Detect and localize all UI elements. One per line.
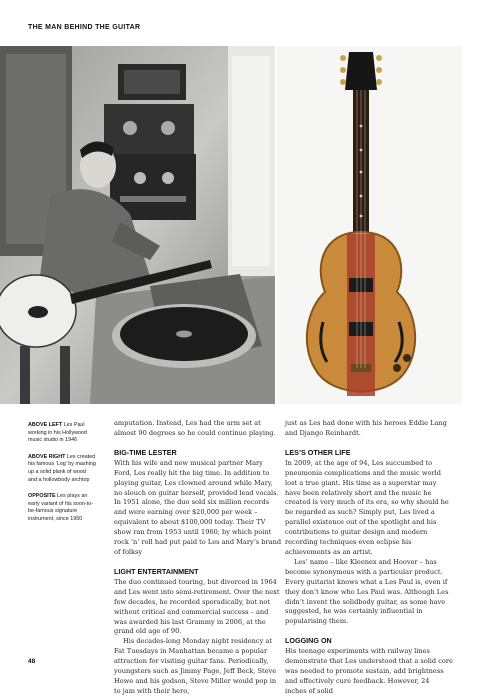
column-intro: amputation. Instead, Les had the arm set at almost 90 degrees so he could continue playing. [114, 419, 276, 437]
guitar-photo [277, 46, 462, 404]
section-heading-less-other-life: LES’S OTHER LIFE [285, 447, 351, 457]
caption-text: Les created his famous ‘Log’ by mashing up a solid plank of wood and a hollowbody archtop [28, 453, 96, 483]
caption-label: OPPOSITE [28, 493, 56, 500]
section-heading-logging-on: LOGGING ON [285, 636, 332, 646]
section-heading-big-time-lester: BIG-TIME LESTER [114, 447, 177, 457]
section-heading-light-entertainment: LIGHT ENTERTAINMENT [114, 566, 199, 576]
column-intro: just as Les had done with his heroes Eddie Lang and Django Reinhardt. [285, 419, 447, 437]
paragraph: Les’ name – like Kleenex and Hoover – has become synonymous with a particular product. Every guitarist knows what a Les Paul is, even if they don’t know who Les Paul was. Although Les didn’t invent the solidbody guitar, as some have suggested, he was certainly influential in popularising them. [285, 557, 449, 626]
article-column-2 [285, 419, 453, 697]
caption-above-right [28, 454, 96, 484]
paragraph: The duo continued touring, but divorced in 1964 and Les went into semi-retirement. Over the next few decades, he recorded sporadically, but not without critical and commercial success – and was awarded his last Grammy in 2006, at the grand old age of 90. [114, 577, 280, 636]
caption-above-left [28, 422, 96, 445]
photo-captions [28, 422, 96, 533]
caption-text: Les plays an early variant of his soon-to-be-famous signature instrument, since 1950 [28, 493, 94, 522]
caption-text: Les Paul working in his Hollywood music studio in 1946 [28, 422, 88, 444]
studio-photo [0, 46, 275, 404]
page-number: 48 [28, 658, 36, 665]
paragraph: With his wife and new musical partner Mary Ford, Les really hit the big time. In addition to playing guitar, Les clowned around while Mary, no slouch on guitar herself, provided lead vocals. In 1951 alone, the duo sold six million records and were earning over $20,000 per week – equivalent to about $100,000 today. Their TV show ran from 1953 until 1960, by which point rock ’n’ roll had put paid to Les and Mary’s brand of folksy [114, 458, 282, 556]
running-header: THE MAN BEHIND THE GUITAR [28, 24, 141, 31]
article-column-1 [114, 419, 282, 697]
paragraph: In 2009, at the age of 94, Les succumbed to pneumonia complications and the music world lost a true giant. His time as a superstar may have been relatively short and the music he created is very much of its era, so why should he be regarded as such? Simply put, Les lived a parallel existence out of the spotlight and his contributions to guitar design and modern recording techniques even eclipse his achievements as an artist. [285, 458, 449, 556]
caption-label: ABOVE RIGHT [28, 453, 66, 460]
paragraph: His decades-long Monday night residency at Fat Tuesdays in Manhattan became a popular attraction for visiting guitar fans. Periodically, youngsters such as Jimmy Page, Jeff Beck, Steve Howe and his godson, Steve Miller would pop in to jam with their hero, [114, 637, 277, 695]
paragraph: His teenage experiments with railway lines demonstrate that Les understood that a solid core was needed to promote sustain, add brightness and effectively cure feedback. However, 24 inches of solid [285, 647, 453, 695]
caption-label: ABOVE LEFT [28, 422, 63, 428]
caption-opposite [28, 493, 96, 523]
